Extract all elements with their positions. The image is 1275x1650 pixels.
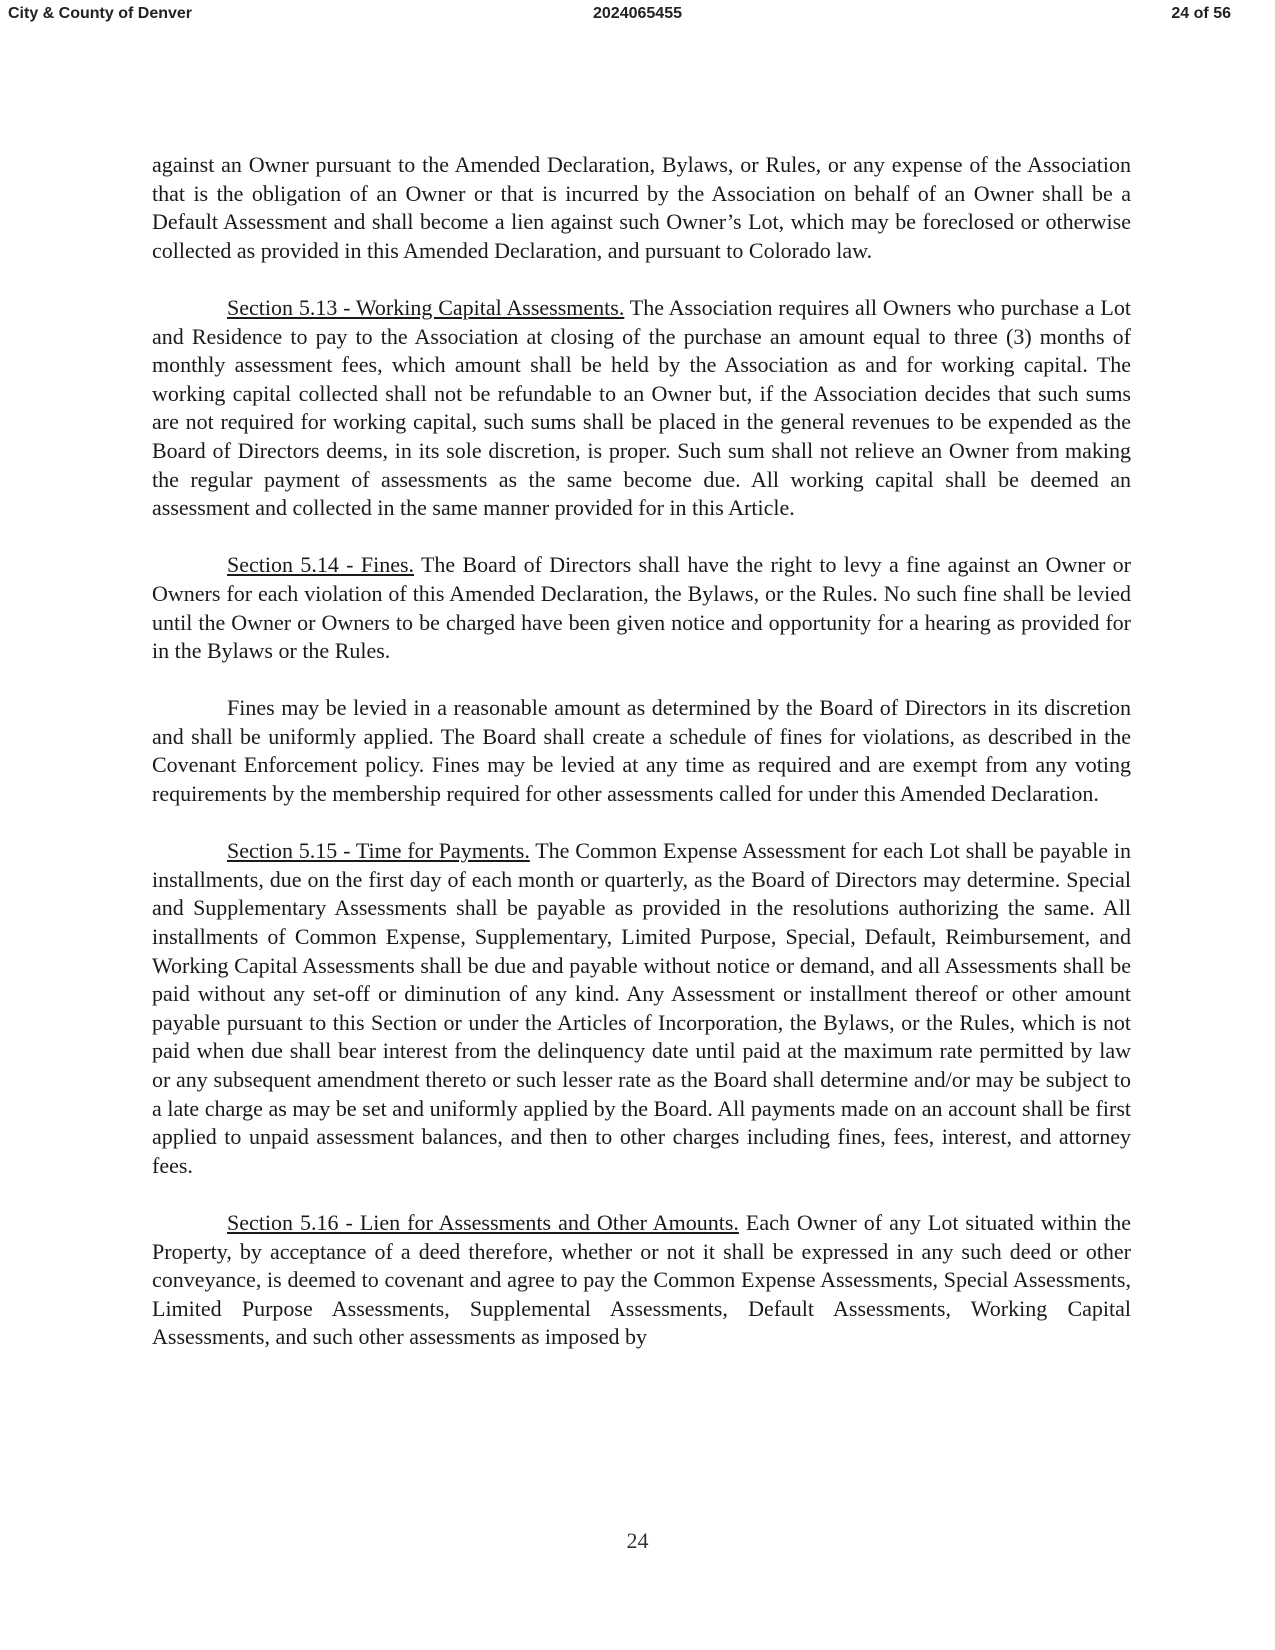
recorder-name: City & County of Denver — [8, 5, 193, 22]
paragraph-text: Fines may be levied in a reasonable amount as determined by the Board of Directors in its discretion and shall be uniformly applied. The Board shall create a schedule of fines for violations, as described in the Covenant Enforcement policy. Fines may be levied at any time as required and are exempt from any voting requirements by the membership required for other assessments called for under this Amended Declaration. — [152, 695, 1131, 807]
paragraph-text: against an Owner pursuant to the Amended Declaration, Bylaws, or Rules, or any expense of the Association that is the obligation of an Owner or that is incurred by the Association on behalf of an Owner shall be a Default Assessment and shall become a lien against such Owner’s Lot, which may be foreclosed or otherwise collected as provided in this Amended Declaration, and pursuant to Colorado law. — [152, 152, 1131, 263]
paragraph-continuation — [152, 151, 1131, 265]
paragraph-text: The Common Expense Assessment for each Lot shall be payable in installments, due on the first day of each month or quarterly, as the Board of Directors may determine. Special and Supplementary Assessments shall be payable as provided in the resolutions authorizing the same. All installments of Common Expense, Supplementary, Limited Purpose, Special, Default, Reimbursement, and Working Capital Assessments shall be due and payable without notice or demand, and all Assessments shall be paid without any set-off or diminution of any kind. Any Assessment or installment thereof or other amount payable pursuant to this Section or under the Articles of Incorporation, the Bylaws, or the Rules, which is not paid when due shall bear interest from the delinquency date until paid at the maximum rate permitted by law or any subsequent amendment thereto or such lesser rate as the Board shall determine and/or may be subject to a late charge as may be set and uniformly applied by the Board. All payments made on an account shall be first applied to unpaid assessment balances, and then to other charges including fines, fees, interest, and attorney fees. — [152, 838, 1131, 1178]
section-heading: Section 5.15 - Time for Payments. — [227, 838, 530, 864]
page-count: 24 of 56 — [1171, 5, 1231, 22]
section-5-15-time-for-payments — [152, 837, 1131, 1180]
paragraph-text: Each Owner of any Lot situated within the Property, by acceptance of a deed therefore, whether or not it shall be expressed in any such deed or other conveyance, is deemed to covenant and agree to pay the Common Expense Assessments, Special Assessments, Limited Purpose Assessments, Supplemental Assessments, Default Assessments, Working Capital Assessments, and such other assessments as imposed by — [152, 1209, 1131, 1350]
reception-number: 2024065455 — [593, 5, 682, 22]
page-number: 24 — [626, 1528, 649, 1553]
paragraph-text: The Association requires all Owners who purchase a Lot and Residence to pay to the Association at closing of the purchase an amount equal to three (3) months of monthly assessment fees, which amount shall be held by the Association as and for working capital. The working capital collected shall not be refundable to an Owner but, if the Association decides that such sums are not required for working capital, such sums shall be placed in the general revenues to be expended as the Board of Directors deems, in its sole discretion, is proper. Such sum shall not relieve an Owner from making the regular payment of assessments as the same become due. All working capital shall be deemed an assessment and collected in the same manner provided for in this Article. — [152, 294, 1131, 521]
section-5-13-working-capital — [152, 294, 1131, 523]
recording-stamp-header — [0, 0, 1275, 30]
section-heading: Section 5.13 - Working Capital Assessments. — [227, 294, 625, 320]
section-heading: Section 5.16 - Lien for Assessments and Other Amounts. — [227, 1209, 739, 1235]
section-5-14-fines — [152, 551, 1131, 665]
fines-paragraph — [152, 694, 1131, 808]
section-5-16-lien-for-assessments — [152, 1209, 1131, 1352]
document-body — [152, 151, 1131, 1381]
section-heading: Section 5.14 - Fines. — [227, 552, 415, 578]
paragraph-text: The Board of Directors shall have the right to levy a fine against an Owner or Owners for each violation of this Amended Declaration, the Bylaws, or the Rules. No such fine shall be levied until the Owner or Owners to be charged have been given notice and opportunity for a hearing as provided for in the Bylaws or the Rules. — [152, 552, 1131, 664]
